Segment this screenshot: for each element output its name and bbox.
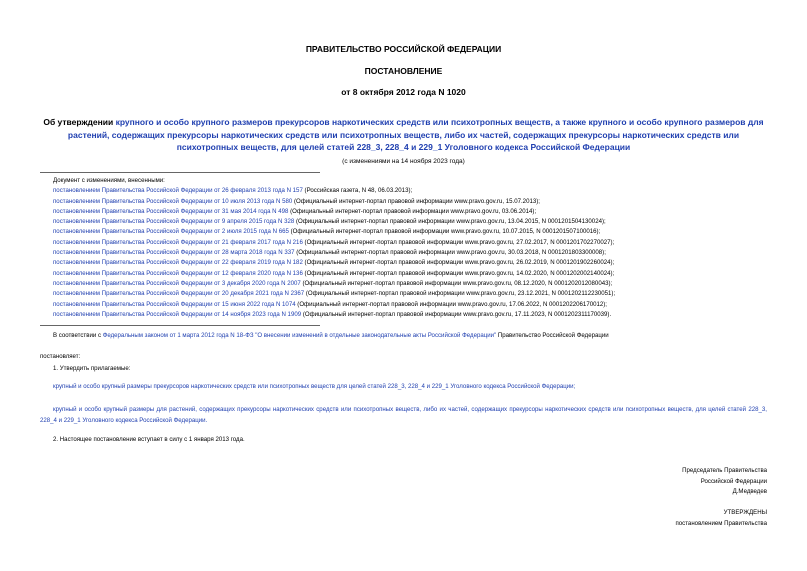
amendment-source: (Официальный интернет-портал правовой информации www.pravo.gov.ru, 14.02.2020, N 0001202002140024); — [302, 269, 615, 277]
signature-line-3: Д.Медведев — [732, 488, 767, 495]
preamble-prefix: В соответствии с — [53, 332, 103, 339]
amendment-source: (Российская газета, N 48, 06.03.2013); — [302, 187, 413, 195]
amendment-link[interactable]: постановлением Правительства Российской Федерации от 26 февраля 2013 года N 157 — [53, 187, 303, 195]
amendment-item — [53, 279, 615, 289]
amendment-item — [53, 217, 615, 227]
amendment-link[interactable]: постановлением Правительства Российской Федерации от 22 февраля 2019 года N 182 — [53, 259, 303, 267]
amendment-link[interactable]: постановлением Правительства Российской Федерации от 14 ноября 2023 года N 1909 — [53, 310, 302, 318]
divider-bottom — [40, 325, 320, 326]
doc-date-heading: от 8 октября 2012 года N 1020 — [341, 87, 466, 97]
title-prefix: Об утверждении — [43, 117, 116, 127]
item-1a-link[interactable]: крупный и особо крупный размеры прекурсоров наркотических средств или психотропных веществ для целей статей 228_3, 228_4 и 229_1 Уголовного кодекса Российской Федерации; — [53, 383, 576, 390]
amendment-item — [53, 269, 615, 279]
amendment-item — [53, 300, 615, 310]
amendment-link[interactable]: постановлением Правительства Российской Федерации от 20 декабря 2021 года N 2367 — [53, 290, 305, 298]
approval-line-1: УТВЕРЖДЕНЫ — [723, 509, 767, 516]
amendment-source: (Официальный интернет-портал правовой информации www.pravo.gov.ru, 15.07.2013); — [292, 197, 540, 205]
divider-top — [40, 172, 320, 173]
amendment-link[interactable]: постановлением Правительства Российской Федерации от 12 февраля 2020 года N 136 — [53, 269, 303, 277]
preamble-suffix: Правительство Российской Федерации — [496, 332, 609, 339]
approval-line-2: постановлением Правительства — [675, 519, 767, 527]
amendment-item — [53, 197, 615, 207]
amendments-heading: Документ с изменениями, внесенными: — [53, 177, 165, 184]
item-1b-link[interactable]: крупный и особо крупный размеры для растений, содержащих прекурсоры наркотических средств или психотропных веществ, либо их частей, содержащих прекурсоры наркотических средств или психотропных веществ, для целей статей 228_3, 228_4 и 229_1 Уголовного кодекса Российской Федерации. — [40, 406, 767, 424]
item-1: 1. Утвердить прилагаемые: — [53, 365, 131, 372]
amendment-item — [53, 207, 615, 217]
amendment-item — [53, 227, 615, 237]
amendment-item — [53, 248, 615, 258]
amendment-source: (Официальный интернет-портал правовой информации www.pravo.gov.ru, 17.11.2023, N 0001202311170039). — [301, 310, 612, 318]
amendment-item — [53, 186, 615, 196]
amendment-source: (Официальный интернет-портал правовой информации www.pravo.gov.ru, 10.07.2015, N 0001201507100016); — [288, 228, 601, 236]
amendment-source: (Официальный интернет-портал правовой информации www.pravo.gov.ru, 17.06.2022, N 0001202206170012); — [295, 300, 607, 308]
amendment-source: (Официальный интернет-портал правовой информации www.pravo.gov.ru, 26.02.2019, N 0001201902260024); — [302, 259, 615, 267]
amendment-item — [53, 310, 615, 320]
amendment-source: (Официальный интернет-портал правовой информации www.pravo.gov.ru, 27.02.2017, N 0001201702270027); — [302, 238, 615, 246]
amendment-source: (Официальный интернет-портал правовой информации www.pravo.gov.ru, 30.03.2018, N 0001201803300008); — [294, 249, 606, 257]
amendments-list — [53, 176, 615, 320]
signature-block — [682, 466, 767, 498]
amendment-link[interactable]: постановлением Правительства Российской Федерации от 21 февраля 2017 года N 216 — [53, 238, 303, 246]
resolves-text: постановляет: — [40, 353, 81, 360]
amendment-source: (Официальный интернет-портал правовой информации www.pravo.gov.ru, 03.06.2014); — [288, 207, 537, 215]
amendment-link[interactable]: постановлением Правительства Российской Федерации от 10 июля 2013 года N 580 — [53, 197, 293, 205]
signature-line-1: Председатель Правительства — [682, 467, 767, 474]
amendment-link[interactable]: постановлением Правительства Российской Федерации от 3 декабря 2020 года N 2007 — [53, 279, 301, 287]
edition-note: (с изменениями на 14 ноября 2023 года) — [342, 158, 465, 165]
doc-type-heading: ПОСТАНОВЛЕНИЕ — [364, 66, 443, 76]
preamble — [53, 332, 609, 339]
amendment-link[interactable]: постановлением Правительства Российской Федерации от 28 марта 2018 года N 337 — [53, 249, 295, 257]
title-link[interactable]: крупного и особо крупного размеров прекурсоров наркотических средств или психотропных веществ, а также крупного и особо крупного размеров для растений, содержащих прекурсоры наркотических средств или психотропных веществ, либо их частей, содержащих прекурсоры наркотических средств или психотропных веществ, для целей статей 228_3, 228_4 и 229_1 Уголовного кодекса Российской Федерации — [67, 117, 764, 152]
amendment-link[interactable]: постановлением Правительства Российской Федерации от 2 июля 2015 года N 665 — [53, 228, 289, 236]
amendment-link[interactable]: постановлением Правительства Российской Федерации от 15 июня 2022 года N 1074 — [53, 300, 296, 308]
approval-block — [675, 508, 767, 529]
amendment-item — [53, 238, 615, 248]
document-title — [40, 116, 767, 154]
amendment-link[interactable]: постановлением Правительства Российской Федерации от 31 мая 2014 года N 498 — [53, 207, 289, 215]
amendment-source: (Официальный интернет-портал правовой информации www.pravo.gov.ru, 23.12.2021, N 0001202112230051); — [304, 290, 616, 298]
amendment-source: (Официальный интернет-портал правовой информации www.pravo.gov.ru, 13.04.2015, N 0001201504130024); — [294, 218, 606, 226]
item-2: 2. Настоящее постановление вступает в силу с 1 января 2013 года. — [53, 436, 245, 443]
amendment-item — [53, 289, 615, 299]
preamble-law-link[interactable]: Федеральным законом от 1 марта 2012 года N 18-ФЗ "О внесении изменений в отдельные законодательные акты Российской Федерации" — [102, 332, 497, 339]
amendment-item — [53, 258, 615, 268]
amendment-source: (Официальный интернет-портал правовой информации www.pravo.gov.ru, 08.12.2020, N 0001202012080043); — [300, 279, 613, 287]
issuer-heading: ПРАВИТЕЛЬСТВО РОССИЙСКОЙ ФЕДЕРАЦИИ — [305, 44, 502, 54]
signature-line-2: Российской Федерации — [700, 477, 767, 485]
amendment-link[interactable]: постановлением Правительства Российской Федерации от 9 апреля 2015 года N 328 — [53, 218, 295, 226]
